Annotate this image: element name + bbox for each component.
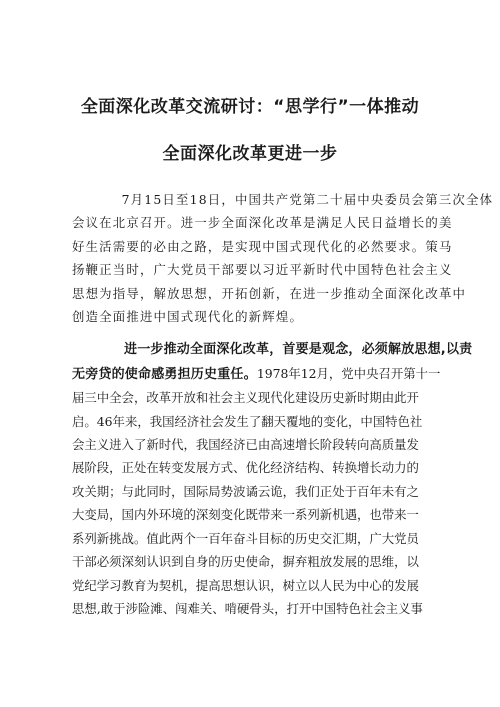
text-line: 会主义进入了新时代，我国经济已由高速增长阶段转向高质量发 [72, 437, 419, 453]
text-line: 攻关期；与此同时，国际局势波谲云诡，我们正处于百年未有之 [72, 483, 419, 499]
paragraph-1 [72, 188, 494, 328]
text-line: 党纪学习教育为契机，提高思想认识，树立以人民为中心的发展 [72, 577, 419, 593]
text-line: 届三中全会，改革开放和社会主义现代化建设历史新时期由此开 [72, 390, 419, 406]
paragraph-2 [72, 338, 473, 620]
text-line: 系列新挑战。值此两个一百年奋斗目标的历史交汇期，广大党员 [72, 530, 419, 546]
text-line: 思想为指导，解放思想，开拓创新，在进一步推动全面深化改革中 [72, 285, 467, 301]
text-segment: 1978年12月，党中央召开第十一 [256, 365, 441, 381]
text-line: 思想,敢于涉险滩、闯难关、啃硬骨头，打开中国特色社会主义事 [72, 600, 423, 616]
lead-sentence-end: 无旁贷的使命感勇担历史重任。 [72, 366, 257, 382]
text-line: 7月15日至18日，中国共产党第二十届中央委员会第三次全体 [121, 192, 494, 207]
text-line: 启。46年来，我国经济社会发生了翻天覆地的变化，中国特色社 [72, 413, 423, 429]
text-line: 好生活需要的必由之路，是实现中国式现代化的必然要求。策马 [72, 238, 453, 254]
document-title-line-2: 全面深化改革更进一步 [162, 144, 338, 164]
text-line: 大变局，国内外环境的深刻变化既带来一系列新机遇，也带来一 [72, 507, 419, 523]
text-line: 干部必须深刻认识到自身的历史使命，摒弃粗放发展的思维，以 [72, 554, 419, 570]
text-line: 会议在北京召开。进一步全面深化改革是满足人民日益增长的美 [72, 215, 453, 231]
text-line: 扬鞭正当时，广大党员干部要以习近平新时代中国特色社会主义 [72, 262, 453, 278]
text-line: 展阶段，正处在转变发展方式、优化经济结构、转换增长动力的 [72, 460, 419, 476]
document-title-line-1: 全面深化改革交流研讨：“思学行”一体推动 [80, 97, 420, 117]
document-body [72, 188, 494, 620]
lead-sentence: 进一步推动全面深化改革，首要是观念，必须解放思想,以责 [124, 342, 473, 358]
text-line: 创造全面推进中国式现代化的新辉煌。 [72, 309, 304, 325]
text-line [72, 362, 441, 386]
